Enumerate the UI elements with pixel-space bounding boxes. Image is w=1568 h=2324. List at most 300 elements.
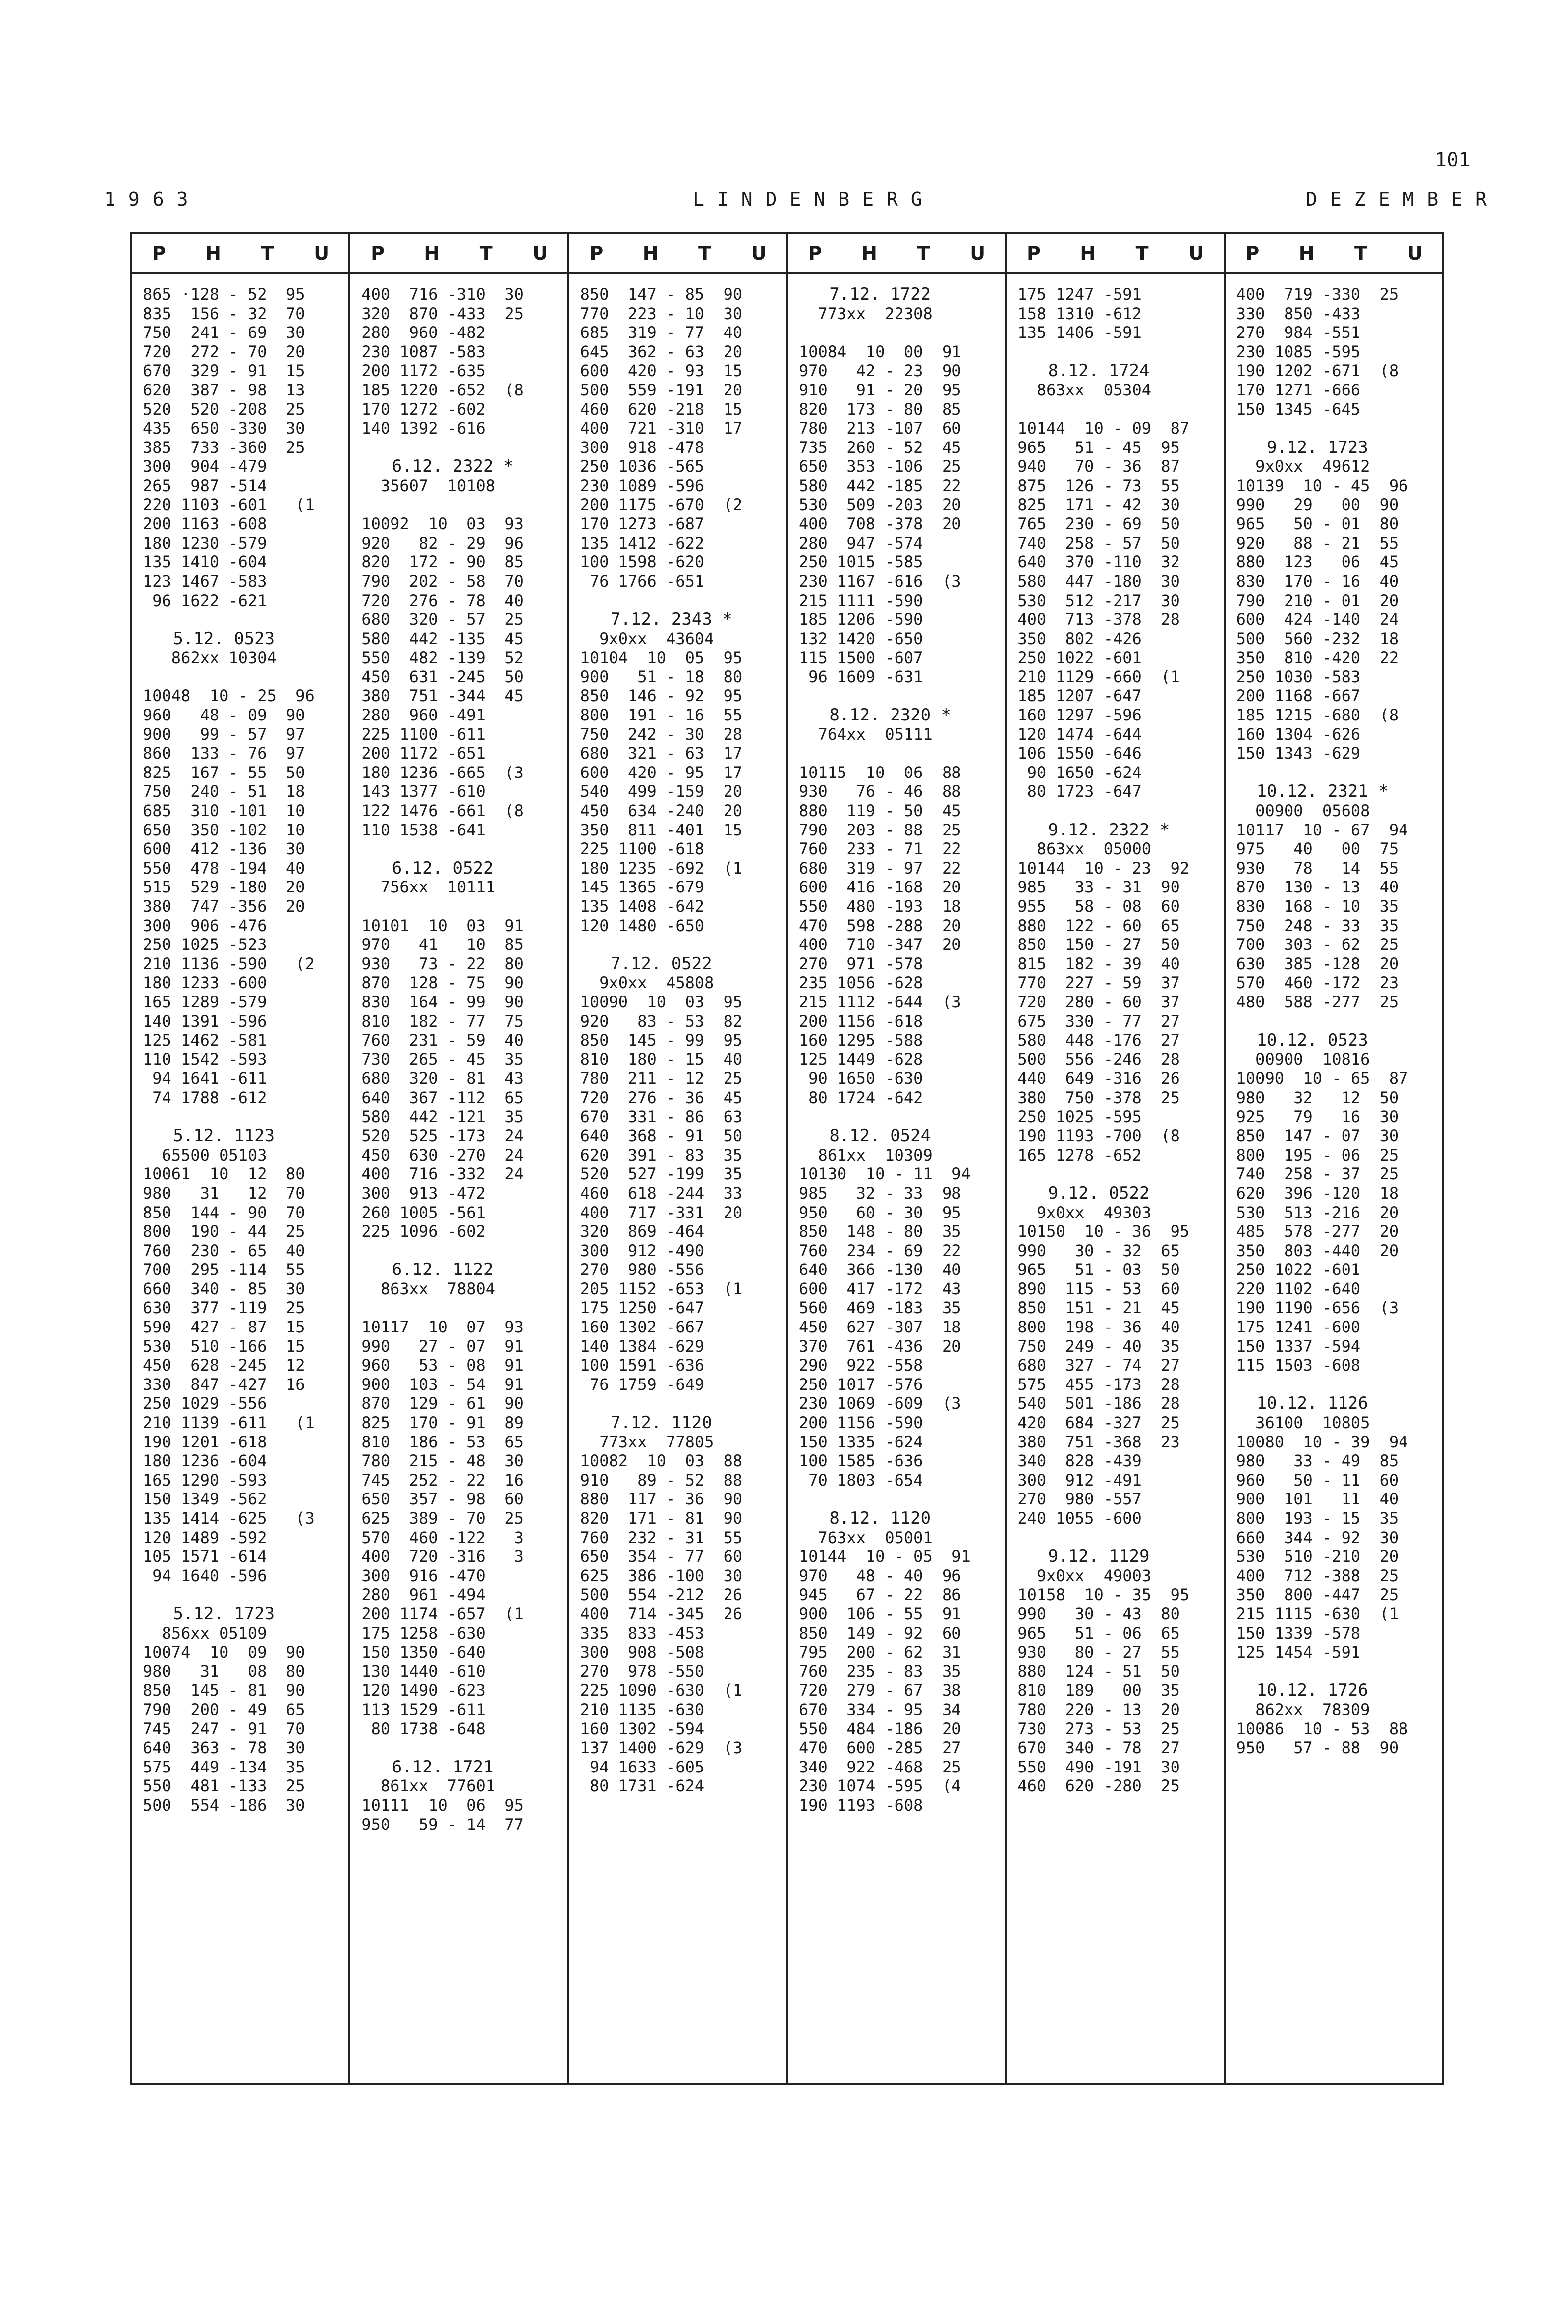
table-row: 850 144 - 90 70	[143, 1203, 305, 1222]
table-row: 570 460 -122 3	[361, 1528, 524, 1547]
table-row: 10144 10 - 05 91	[798, 1547, 971, 1566]
sounding-date-time: 7.12. 1120	[580, 1413, 712, 1433]
table-row: 450 627 -307 18	[798, 1318, 961, 1337]
table-row: 80 1731 -624	[580, 1776, 705, 1796]
blank-line	[1017, 342, 1223, 362]
table-row: 210 1135 -630	[580, 1700, 705, 1719]
table-row: 10090 10 - 65 87	[1236, 1069, 1408, 1088]
table-row: 850 149 - 92 60	[798, 1623, 961, 1643]
blank-line	[143, 1107, 348, 1127]
blank-line	[799, 1490, 1005, 1509]
table-row: 120 1474 -644	[1017, 724, 1142, 744]
table-row: 10082 10 03 88	[580, 1451, 743, 1471]
blank-line	[580, 591, 786, 610]
table-row: 76 1759 -649	[580, 1375, 705, 1394]
table-row: 320 869 -464	[580, 1222, 705, 1241]
table-row: 65500 05103	[143, 1145, 267, 1164]
table-row: 140 1391 -596	[143, 1011, 267, 1031]
table-row: 145 1365 -679	[580, 878, 705, 897]
sounding-date-time: 8.12. 2320 *	[798, 705, 952, 725]
table-row: 790 203 - 88 25	[798, 820, 961, 839]
sounding-date-time: 5.12. 1123	[143, 1126, 275, 1146]
blank-line	[361, 438, 567, 457]
sounding-date-time: 9.12. 0522	[1017, 1183, 1150, 1203]
table-row: 150 1345 -645	[1236, 399, 1361, 419]
table-row: 165 1290 -593	[143, 1470, 267, 1490]
table-row: 250 1015 -585	[798, 553, 923, 572]
table-row: 380 751 -368 23	[1017, 1432, 1180, 1451]
table-row: 760 235 - 83 35	[798, 1661, 961, 1681]
column-header-u: U	[1188, 242, 1204, 264]
table-row: 106 1550 -646	[1017, 744, 1142, 763]
table-row: 94 1640 -596	[143, 1566, 267, 1585]
column-header-p: P	[152, 242, 166, 264]
table-row: 175 1258 -630	[361, 1623, 486, 1643]
table-row: 955 58 - 08 60	[1017, 897, 1180, 916]
table-row: 720 272 - 70 20	[143, 342, 305, 361]
table-row: 760 233 - 71 22	[798, 839, 961, 859]
table-row: 780 220 - 13 20	[1017, 1700, 1180, 1719]
table-row: 460 618 -244 33	[580, 1183, 743, 1203]
column-header-p: P	[589, 242, 604, 264]
table-row: 165 1289 -579	[143, 992, 267, 1011]
column-header-p: P	[1245, 242, 1260, 264]
table-row: 850 146 - 92 95	[580, 686, 743, 706]
table-row: 120 1489 -592	[143, 1528, 267, 1547]
table-row: 960 50 - 11 60	[1236, 1470, 1399, 1490]
table-row: 10117 10 - 67 94	[1236, 820, 1408, 839]
table-row: 350 810 -420 22	[1236, 648, 1399, 667]
table-row: 740 258 - 37 25	[1236, 1164, 1399, 1184]
table-row: 350 811 -401 15	[580, 820, 743, 839]
column-header-h: H	[205, 242, 221, 264]
table-row: 825 171 - 42 30	[1017, 495, 1180, 514]
table-row: 265 987 -514	[143, 476, 267, 495]
table-row: 240 1055 -600	[1017, 1509, 1142, 1528]
table-row: 950 59 - 14 77	[361, 1815, 524, 1834]
table-row: 550 490 -191 30	[1017, 1757, 1180, 1776]
blank-line	[1017, 1528, 1223, 1548]
table-row: 930 73 - 22 80	[361, 954, 524, 973]
table-row: 400 713 -378 28	[1017, 610, 1180, 629]
table-row: 790 200 - 49 65	[143, 1700, 305, 1719]
table-row: 190 1202 -671 (8	[1236, 361, 1399, 381]
table-row: 575 455 -173 28	[1017, 1375, 1180, 1394]
table-row: 773xx 77805	[580, 1432, 714, 1451]
blank-line	[1236, 419, 1442, 438]
column-header	[350, 234, 567, 274]
table-row: 900 103 - 54 91	[361, 1375, 524, 1394]
table-row: 340 922 -468 25	[798, 1757, 961, 1776]
table-row: 9x0xx 43604	[580, 629, 714, 648]
table-row: 770 227 - 59 37	[1017, 973, 1180, 993]
table-row: 680 327 - 74 27	[1017, 1356, 1180, 1375]
table-row: 750 241 - 69 30	[143, 323, 305, 342]
table-row: 190 1193 -700 (8	[1017, 1126, 1180, 1146]
table-row: 340 828 -439	[1017, 1451, 1142, 1471]
table-row: 730 273 - 53 25	[1017, 1719, 1180, 1738]
table-row: 910 91 - 20 95	[798, 380, 961, 399]
table-row: 770 223 - 10 30	[580, 304, 743, 323]
table-row: 335 833 -453	[580, 1623, 705, 1643]
blank-line	[143, 667, 348, 687]
table-row: 740 258 - 57 50	[1017, 533, 1180, 553]
sounding-date-time: 6.12. 0522	[361, 858, 494, 878]
table-row: 980 31 08 80	[143, 1661, 305, 1681]
table-row: 760 234 - 69 22	[798, 1241, 961, 1260]
column-header	[569, 234, 786, 274]
table-row: 400 710 -347 20	[798, 935, 961, 954]
table-row: 400 721 -310 17	[580, 419, 743, 438]
blank-line	[1017, 801, 1223, 821]
table-row: 830 168 - 10 35	[1236, 897, 1399, 916]
table-row: 130 1440 -610	[361, 1661, 486, 1681]
table-row: 160 1304 -626	[1236, 724, 1361, 744]
table-row: 450 630 -270 24	[361, 1145, 524, 1164]
table-row: 158 1310 -612	[1017, 304, 1142, 323]
table-row: 875 126 - 73 55	[1017, 476, 1180, 495]
column-header-u: U	[751, 242, 767, 264]
table-row: 10130 10 - 11 94	[798, 1164, 971, 1184]
table-row: 215 1112 -644 (3	[798, 992, 961, 1011]
table-row: 750 240 - 51 18	[143, 782, 305, 801]
table-row: 10104 10 05 95	[580, 648, 743, 667]
table-row: 140 1392 -616	[361, 419, 486, 438]
table-row: 110 1542 -593	[143, 1050, 267, 1069]
blank-line	[1236, 1012, 1442, 1031]
blank-line	[361, 496, 567, 515]
table-row: 10080 10 - 39 94	[1236, 1432, 1408, 1451]
column-header	[1226, 234, 1442, 274]
table-row: 80 1738 -648	[361, 1719, 486, 1738]
table-row: 640 368 - 91 50	[580, 1126, 743, 1146]
table-row: 730 265 - 45 35	[361, 1050, 524, 1069]
table-row: 900 101 11 40	[1236, 1490, 1399, 1509]
table-row: 965 51 - 45 95	[1017, 438, 1180, 457]
table-row: 863xx 05304	[1017, 380, 1152, 399]
table-row: 990 30 - 43 80	[1017, 1604, 1180, 1623]
column-header-h: H	[1080, 242, 1096, 264]
table-row: 985 33 - 31 90	[1017, 878, 1180, 897]
table-row: 280 960 -482	[361, 323, 486, 342]
table-row: 575 449 -134 35	[143, 1757, 305, 1776]
table-column-1	[132, 234, 348, 2083]
column-header-h: H	[424, 242, 440, 264]
table-row: 175 1241 -600	[1236, 1318, 1361, 1337]
table-row: 35607 10108	[361, 476, 496, 495]
table-row: 965 51 - 06 65	[1017, 1623, 1180, 1643]
table-row: 300 906 -476	[143, 916, 267, 935]
table-row: 680 319 - 97 22	[798, 858, 961, 878]
column-header-u: U	[532, 242, 548, 264]
column-body	[132, 274, 348, 1815]
table-row: 600 420 - 95 17	[580, 763, 743, 782]
table-row: 520 525 -173 24	[361, 1126, 524, 1146]
table-row: 90 1650 -624	[1017, 763, 1142, 782]
sounding-date-time: 10.12. 1126	[1236, 1393, 1368, 1414]
table-row: 150 1350 -640	[361, 1643, 486, 1662]
table-row: 530 509 -203 20	[798, 495, 961, 514]
table-row: 225 1096 -602	[361, 1222, 486, 1241]
column-body	[1007, 274, 1223, 1796]
table-row: 980 32 12 50	[1236, 1088, 1399, 1107]
table-row: 975 40 00 75	[1236, 839, 1399, 859]
table-row: 900 106 - 55 91	[798, 1604, 961, 1623]
table-row: 400 712 -388 25	[1236, 1566, 1399, 1585]
table-row: 200 1168 -667	[1236, 686, 1361, 706]
table-row: 150 1335 -624	[798, 1432, 923, 1451]
table-row: 160 1295 -588	[798, 1031, 923, 1050]
table-row: 170 1273 -687	[580, 514, 705, 534]
table-row: 720 276 - 36 45	[580, 1088, 743, 1107]
table-row: 215 1111 -590	[798, 591, 923, 610]
table-row: 94 1633 -605	[580, 1757, 705, 1776]
table-row: 350 803 -440 20	[1236, 1241, 1399, 1260]
table-row: 900 51 - 18 80	[580, 667, 743, 686]
table-row: 930 76 - 46 88	[798, 782, 961, 801]
table-row: 175 1247 -591	[1017, 285, 1142, 304]
table-row: 150 1343 -629	[1236, 744, 1361, 763]
table-row: 160 1297 -596	[1017, 706, 1142, 725]
table-row: 550 478 -194 40	[143, 858, 305, 878]
table-row: 280 960 -491	[361, 706, 486, 725]
table-row: 700 295 -114 55	[143, 1260, 305, 1279]
table-row: 160 1302 -594	[580, 1719, 705, 1738]
table-row: 815 182 - 39 40	[1017, 954, 1180, 973]
table-row: 135 1414 -625 (3	[143, 1509, 315, 1528]
table-row: 861xx 10309	[798, 1145, 933, 1164]
blank-line	[143, 1585, 348, 1605]
column-body	[350, 274, 567, 1834]
table-row: 530 510 -166 15	[143, 1336, 305, 1356]
table-row: 9x0xx 45808	[580, 973, 714, 993]
table-row: 500 554 -212 26	[580, 1585, 743, 1605]
table-row: 800 193 - 15 35	[1236, 1509, 1399, 1528]
table-row: 800 191 - 16 55	[580, 706, 743, 725]
table-row: 865 ·128 - 52 95	[143, 285, 305, 304]
table-row: 870 130 - 13 40	[1236, 878, 1399, 897]
table-row: 250 1017 -576	[798, 1375, 923, 1394]
table-row: 850 150 - 27 50	[1017, 935, 1180, 954]
table-row: 380 751 -344 45	[361, 686, 524, 706]
table-row: 670 331 - 86 63	[580, 1107, 743, 1126]
table-row: 640 370 -110 32	[1017, 553, 1180, 572]
table-row: 460 620 -218 15	[580, 399, 743, 419]
table-row: 230 1089 -596	[580, 476, 705, 495]
table-row: 135 1412 -622	[580, 533, 705, 553]
blank-line	[1017, 1164, 1223, 1184]
table-row: 990 27 - 07 91	[361, 1336, 524, 1356]
table-row: 70 1803 -654	[798, 1470, 923, 1490]
table-row: 270 984 -551	[1236, 323, 1361, 342]
table-row: 550 484 -186 20	[798, 1719, 961, 1738]
table-row: 300 912 -490	[580, 1241, 705, 1260]
table-row: 76 1766 -651	[580, 571, 705, 591]
table-row: 105 1571 -614	[143, 1547, 267, 1566]
table-row: 185 1207 -647	[1017, 686, 1142, 706]
table-row: 550 482 -139 52	[361, 648, 524, 667]
table-row: 780 211 - 12 25	[580, 1069, 743, 1088]
table-row: 210 1136 -590 (2	[143, 954, 315, 973]
table-row: 96 1609 -631	[798, 667, 923, 686]
table-row: 600 424 -140 24	[1236, 610, 1399, 629]
table-row: 250 1022 -601	[1236, 1260, 1361, 1279]
table-row: 90 1650 -630	[798, 1069, 923, 1088]
table-row: 670 334 - 95 34	[798, 1700, 961, 1719]
table-row: 10158 10 - 35 95	[1017, 1585, 1190, 1605]
sounding-date-time: 9.12. 2322 *	[1017, 820, 1170, 840]
table-row: 160 1302 -667	[580, 1318, 705, 1337]
table-row: 270 980 -556	[580, 1260, 705, 1279]
sounding-date-time: 9.12. 1723	[1236, 437, 1368, 457]
table-row: 94 1641 -611	[143, 1069, 267, 1088]
column-body	[569, 274, 786, 1796]
table-row: 745 247 - 91 70	[143, 1719, 305, 1738]
table-row: 820 172 - 90 85	[361, 553, 524, 572]
blank-line	[799, 1107, 1005, 1127]
column-header-p: P	[1027, 242, 1041, 264]
table-row: 420 684 -327 25	[1017, 1413, 1180, 1433]
table-row: 125 1449 -628	[798, 1050, 923, 1069]
table-row: 580 447 -180 30	[1017, 571, 1180, 591]
table-row: 625 389 - 70 25	[361, 1509, 524, 1528]
table-row: 950 57 - 88 90	[1236, 1738, 1399, 1758]
table-row: 270 978 -550	[580, 1661, 705, 1681]
table-row: 170 1271 -666	[1236, 380, 1361, 399]
table-row: 190 1190 -656 (3	[1236, 1298, 1399, 1318]
table-row: 850 151 - 21 45	[1017, 1298, 1180, 1318]
page-number: 101	[1435, 149, 1471, 171]
table-row: 735 260 - 52 45	[798, 438, 961, 457]
table-row: 460 620 -280 25	[1017, 1776, 1180, 1796]
column-header-u: U	[970, 242, 986, 264]
table-row: 225 1100 -611	[361, 724, 486, 744]
table-row: 470 600 -285 27	[798, 1738, 961, 1758]
table-row: 825 170 - 91 89	[361, 1413, 524, 1433]
table-row: 300 908 -508	[580, 1643, 705, 1662]
table-row: 9x0xx 49003	[1017, 1566, 1152, 1585]
table-row: 530 510 -210 20	[1236, 1547, 1399, 1566]
table-row: 230 1167 -616 (3	[798, 571, 961, 591]
table-row: 300 912 -491	[1017, 1470, 1142, 1490]
table-row: 950 60 - 30 95	[798, 1203, 961, 1222]
table-row: 10090 10 03 95	[580, 992, 743, 1011]
table-row: 120 1480 -650	[580, 916, 705, 935]
sounding-date-time: 7.12. 2343 *	[580, 609, 732, 630]
table-row: 140 1384 -629	[580, 1336, 705, 1356]
table-row: 580 448 -176 27	[1017, 1031, 1180, 1050]
table-row: 300 904 -479	[143, 457, 267, 476]
table-row: 235 1056 -628	[798, 973, 923, 993]
table-row: 760 230 - 65 40	[143, 1241, 305, 1260]
column-header-u: U	[1407, 242, 1423, 264]
table-row: 800 190 - 44 25	[143, 1222, 305, 1241]
table-column-4	[786, 234, 1005, 2083]
table-row: 910 89 - 52 88	[580, 1470, 743, 1490]
table-row: 520 520 -208 25	[143, 399, 305, 419]
table-row: 620 396 -120 18	[1236, 1183, 1399, 1203]
table-row: 485 578 -277 20	[1236, 1222, 1399, 1241]
table-row: 570 460 -172 23	[1236, 973, 1399, 993]
table-row: 200 1172 -651	[361, 744, 486, 763]
sounding-date-time: 10.12. 0523	[1236, 1030, 1368, 1051]
table-row: 135 1410 -604	[143, 553, 267, 572]
table-row: 790 202 - 58 70	[361, 571, 524, 591]
table-row: 230 1087 -583	[361, 342, 486, 361]
table-row: 10111 10 06 95	[361, 1795, 524, 1815]
table-row: 300 913 -472	[361, 1183, 486, 1203]
table-column-3	[567, 234, 786, 2083]
table-row: 380 750 -378 25	[1017, 1088, 1180, 1107]
table-row: 795 200 - 62 31	[798, 1643, 961, 1662]
blank-line	[1236, 763, 1442, 782]
table-row: 123 1467 -583	[143, 571, 267, 591]
table-row: 125 1462 -581	[143, 1031, 267, 1050]
table-row: 650 350 -102 10	[143, 820, 305, 839]
table-row: 861xx 77601	[361, 1776, 496, 1796]
table-row: 810 189 00 35	[1017, 1681, 1180, 1700]
table-row: 400 716 -332 24	[361, 1164, 524, 1184]
blank-line	[799, 686, 1005, 706]
sounding-date-time: 8.12. 1724	[1017, 361, 1150, 381]
column-header-p: P	[808, 242, 822, 264]
table-row: 720 279 - 67 38	[798, 1681, 961, 1700]
table-row: 660 340 - 85 30	[143, 1279, 305, 1298]
table-row: 113 1529 -611	[361, 1700, 486, 1719]
table-row: 175 1250 -647	[580, 1298, 705, 1318]
table-row: 630 385 -128 20	[1236, 954, 1399, 973]
table-row: 920 83 - 53 82	[580, 1011, 743, 1031]
table-row: 640 366 -130 40	[798, 1260, 961, 1279]
table-row: 850 145 - 99 95	[580, 1031, 743, 1050]
table-row: 290 922 -558	[798, 1356, 923, 1375]
table-row: 220 1102 -640	[1236, 1279, 1361, 1298]
table-row: 10150 10 - 36 95	[1017, 1222, 1190, 1241]
table-row: 120 1490 -623	[361, 1681, 486, 1700]
table-row: 520 527 -199 35	[580, 1164, 743, 1184]
sounding-date-time: 5.12. 1723	[143, 1604, 275, 1624]
table-row: 970 41 10 85	[361, 935, 524, 954]
blank-line	[361, 897, 567, 916]
sounding-date-time: 6.12. 1721	[361, 1757, 494, 1777]
table-row: 960 48 - 09 90	[143, 706, 305, 725]
table-row: 600 412 -136 30	[143, 839, 305, 859]
table-row: 745 252 - 22 16	[361, 1470, 524, 1490]
table-row: 150 1337 -594	[1236, 1336, 1361, 1356]
table-row: 185 1220 -652 (8	[361, 380, 524, 399]
table-row: 180 1235 -692 (1	[580, 858, 743, 878]
blank-line	[580, 1394, 786, 1413]
table-row: 580 442 -185 22	[798, 476, 961, 495]
table-row: 675 330 - 77 27	[1017, 1011, 1180, 1031]
sounding-date-time: 10.12. 1726	[1236, 1680, 1368, 1701]
blank-line	[799, 744, 1005, 763]
table-row: 225 1100 -618	[580, 839, 705, 859]
table-row: 630 377 -119 25	[143, 1298, 305, 1318]
sounding-date-time: 6.12. 1122	[361, 1260, 494, 1280]
table-row: 330 847 -427 16	[143, 1375, 305, 1394]
blank-line	[361, 839, 567, 859]
sounding-date-time: 7.12. 0522	[580, 953, 712, 974]
table-row: 900 99 - 57 97	[143, 724, 305, 744]
table-row: 180 1236 -665 (3	[361, 763, 524, 782]
table-row: 320 870 -433 25	[361, 304, 524, 323]
table-row: 150 1349 -562	[143, 1490, 267, 1509]
column-body	[1226, 274, 1442, 1758]
table-row: 270 980 -557	[1017, 1490, 1142, 1509]
table-row: 920 88 - 21 55	[1236, 533, 1399, 553]
table-row: 280 947 -574	[798, 533, 923, 553]
